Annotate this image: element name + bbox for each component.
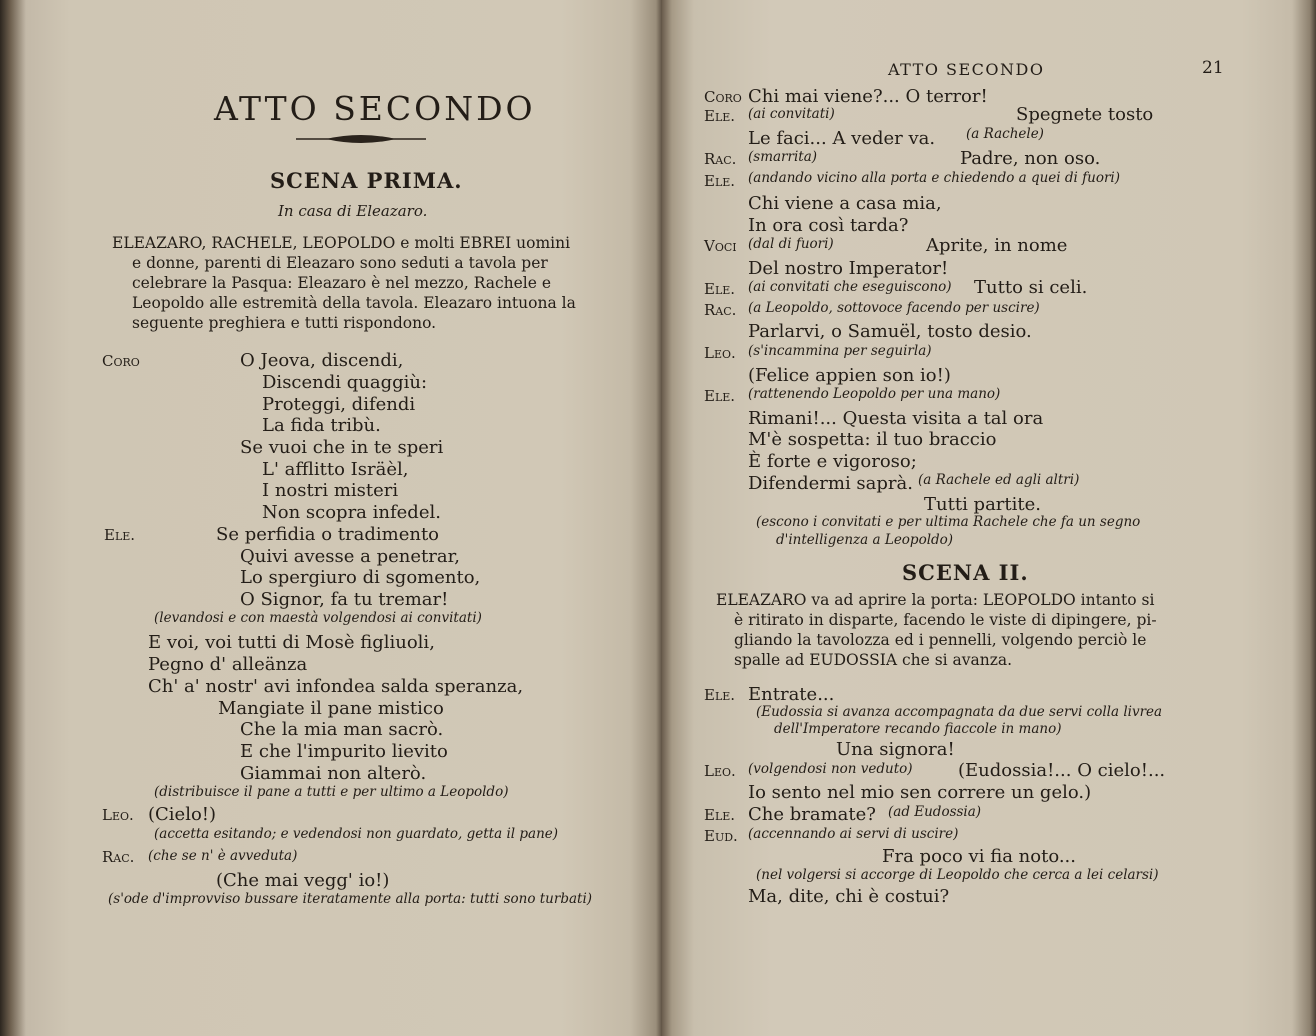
speaker-coro: Coro <box>102 352 140 370</box>
running-head: ATTO SECONDO <box>888 60 1045 79</box>
intro-line: e donne, parenti di Eleazaro sono seduti a tavola per <box>132 254 548 272</box>
stage-direction: (accennando ai servi di uscire) <box>748 826 959 842</box>
verse-line: Lo spergiuro di sgomento, <box>240 567 481 588</box>
speaker-eud: Eud. <box>704 827 738 845</box>
stage-direction: (andando vicino alla porta e chiedendo a quei di fuori) <box>748 170 1121 186</box>
verse-line: Tutti partite. <box>924 494 1041 515</box>
stage-direction: (s'incammina per seguirla) <box>748 343 932 359</box>
verse-line: Pegno d' alleänza <box>148 654 308 675</box>
verse-line: Se perfidia o tradimento <box>216 524 440 545</box>
stage-direction: (a Rachele ed agli altri) <box>918 472 1080 488</box>
verse-line: Chi mai viene?... O terror! <box>748 86 988 107</box>
stage-direction: (distribuisce il pane a tutti e per ultimo a Leopoldo) <box>154 784 509 800</box>
verse-line: Ma, dite, chi è costui? <box>748 886 950 907</box>
verse-line: Del nostro Imperator! <box>748 258 949 279</box>
speaker-leo: Leo. <box>704 762 736 780</box>
speaker-ele: Ele. <box>704 107 736 125</box>
stage-direction: (volgendosi non veduto) <box>748 761 913 777</box>
stage-direction: (s'ode d'improvviso bussare iteratamente alla porta: tutti sono turbati) <box>108 891 593 907</box>
verse-line: Padre, non oso. <box>960 148 1101 169</box>
verse-line: Entrate... <box>748 684 835 705</box>
stage-direction: (ai convitati che eseguiscono) <box>748 279 952 295</box>
verse-line: Chi viene a casa mia, <box>748 193 942 214</box>
stage-direction: (a Rachele) <box>966 126 1044 142</box>
stage-direction: d'intelligenza a Leopoldo) <box>776 532 954 548</box>
verse-line: La fida tribù. <box>262 415 381 436</box>
verse-line: Una signora! <box>836 739 955 760</box>
intro-line: Leopoldo alle estremità della tavola. Eleazaro intuona la <box>132 294 576 312</box>
stage-direction: (che se n' è avveduta) <box>148 848 298 864</box>
verse-line: Quivi avesse a penetrar, <box>240 546 460 567</box>
verse-line: (Cielo!) <box>148 804 217 825</box>
scene-setting: In casa di Eleazaro. <box>278 202 428 220</box>
stage-direction: (a Leopoldo, sottovoce facendo per uscire) <box>748 300 1040 316</box>
act-title: ATTO SECONDO <box>214 89 536 128</box>
verse-line: Spegnete tosto <box>1016 104 1154 125</box>
speaker-rac: Rac. <box>704 150 737 168</box>
verse-line: Io sento nel mio sen correre un gelo.) <box>748 782 1092 803</box>
speaker-leo: Leo. <box>102 806 134 824</box>
verse-line: In ora così tarda? <box>748 215 909 236</box>
stage-direction: dell'Imperatore recando fiaccole in mano) <box>774 721 1062 737</box>
verse-line: O Jeova, discendi, <box>240 350 404 371</box>
speaker-coro: Coro <box>704 88 742 106</box>
verse-line: Rimani!... Questa visita a tal ora <box>748 408 1044 429</box>
verse-line: Se vuoi che in te speri <box>240 437 444 458</box>
speaker-voci: Voci <box>704 237 737 255</box>
verse-line: Ch' a' nostr' avi infondea salda speranza, <box>148 676 524 697</box>
intro-line: è ritirato in disparte, facendo le viste di dipingere, pi- <box>734 611 1157 629</box>
verse-line: M'è sospetta: il tuo braccio <box>748 429 997 450</box>
intro-line: ELEAZARO, RACHELE, LEOPOLDO e molti EBREI uomini <box>112 234 571 252</box>
verse-line: (Eudossia!... O cielo!... <box>958 760 1166 781</box>
stage-direction: (rattenendo Leopoldo per una mano) <box>748 386 1001 402</box>
verse-line: Aprite, in nome <box>926 235 1068 256</box>
stage-direction: (dal di fuori) <box>748 236 834 252</box>
stage-direction: (escono i convitati e per ultima Rachele che fa un segno <box>756 514 1141 530</box>
verse-line: Che bramate? <box>748 804 876 825</box>
stage-direction: (accetta esitando; e vedendosi non guardato, getta il pane) <box>154 826 559 842</box>
speaker-ele: Ele. <box>104 526 136 544</box>
ornament-divider <box>296 132 426 146</box>
verse-line: Proteggi, difendi <box>262 394 416 415</box>
speaker-rac: Rac. <box>704 301 737 319</box>
verse-line: Le faci... A veder va. <box>748 128 936 149</box>
stage-direction: (ai convitati) <box>748 106 835 122</box>
right-page <box>662 0 1316 1036</box>
speaker-rac: Rac. <box>102 848 135 866</box>
speaker-ele: Ele. <box>704 387 736 405</box>
verse-line: E che l'impurito lievito <box>240 741 448 762</box>
intro-line: gliando la tavolozza ed i pennelli, volgendo perciò le <box>734 631 1147 649</box>
verse-line: Tutto si celi. <box>974 277 1088 298</box>
verse-line: Parlarvi, o Samuël, tosto desio. <box>748 321 1032 342</box>
intro-line: spalle ad EUDOSSIA che si avanza. <box>734 651 1013 669</box>
speaker-ele: Ele. <box>704 280 736 298</box>
intro-line: seguente preghiera e tutti rispondono. <box>132 314 437 332</box>
speaker-ele: Ele. <box>704 686 736 704</box>
stage-direction: (nel volgersi si accorge di Leopoldo che cerca a lei celarsi) <box>756 867 1159 883</box>
intro-line: celebrare la Pasqua: Eleazaro è nel mezzo, Rachele e <box>132 274 552 292</box>
verse-line: L' afflitto Isräèl, <box>262 459 409 480</box>
verse-line: I nostri misteri <box>262 480 399 501</box>
verse-line: Mangiate il pane mistico <box>218 698 444 719</box>
stage-direction: (ad Eudossia) <box>888 804 982 820</box>
stage-direction: (levandosi e con maestà volgendosi ai convitati) <box>154 610 482 626</box>
verse-line: O Signor, fa tu tremar! <box>240 589 449 610</box>
speaker-ele: Ele. <box>704 172 736 190</box>
verse-line: Giammai non alterò. <box>240 763 427 784</box>
page-number: 21 <box>1202 58 1224 78</box>
verse-line: Che la mia man sacrò. <box>240 719 444 740</box>
stage-direction: (smarrita) <box>748 149 818 165</box>
verse-line: È forte e vigoroso; <box>748 451 917 472</box>
verse-line: Discendi quaggiù: <box>262 372 428 393</box>
verse-line: Fra poco vi fia noto... <box>882 846 1077 867</box>
intro-line: ELEAZARO va ad aprire la porta: LEOPOLDO intanto si <box>716 591 1155 609</box>
verse-line: E voi, voi tutti di Mosè figliuoli, <box>148 632 435 653</box>
verse-line: (Felice appien son io!) <box>748 365 951 386</box>
scene-title: SCENA PRIMA. <box>270 168 463 193</box>
stage-direction: (Eudossia si avanza accompagnata da due servi colla livrea <box>756 704 1163 720</box>
verse-line: (Che mai vegg' io!) <box>216 870 390 891</box>
speaker-leo: Leo. <box>704 344 736 362</box>
speaker-ele: Ele. <box>704 806 736 824</box>
verse-line: Non scopra infedel. <box>262 502 441 523</box>
scene-title: SCENA II. <box>902 560 1029 585</box>
verse-line: Difendermi saprà. <box>748 473 913 494</box>
